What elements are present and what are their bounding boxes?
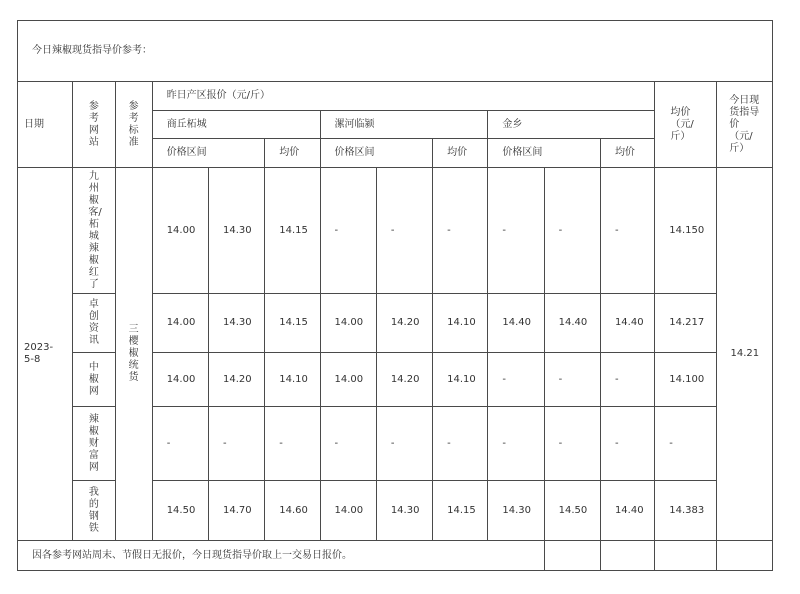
intro-text: 今日辣椒现货指导价参考： — [18, 21, 773, 82]
value-cell: 14.40 — [488, 294, 544, 353]
region-jinxiang: 金乡 — [488, 111, 655, 139]
header-yesterday-price: 昨日产区报价（元/斤） — [152, 82, 655, 111]
footer-empty-cell — [600, 541, 654, 571]
value-cell: 14.00 — [152, 168, 208, 294]
value-cell: - — [320, 168, 376, 294]
avg-cell: 14.383 — [655, 481, 716, 541]
value-cell: 14.60 — [265, 481, 320, 541]
value-cell: 14.00 — [320, 481, 376, 541]
value-cell: - — [376, 407, 432, 481]
value-cell: 14.70 — [208, 481, 264, 541]
price-table — [17, 20, 773, 571]
standard-cell: 三樱椒统货 — [115, 168, 152, 541]
price-range-label: 价格区间 — [152, 139, 265, 168]
value-cell: 14.10 — [433, 294, 488, 353]
site-cell: 九州椒客/柘城辣椒红了 — [73, 168, 115, 294]
value-cell: 14.00 — [320, 294, 376, 353]
site-cell: 卓创资讯 — [73, 294, 115, 353]
value-cell: - — [544, 168, 600, 294]
value-cell: 14.50 — [152, 481, 208, 541]
value-cell: - — [600, 407, 654, 481]
guide-price-cell: 14.21 — [716, 168, 772, 541]
site-cell: 我的钢铁 — [73, 481, 115, 541]
value-cell: 14.40 — [600, 481, 654, 541]
footer-empty-cell — [716, 541, 772, 571]
header-overall-avg: 均价（元/斤） — [655, 82, 716, 168]
value-cell: - — [265, 407, 320, 481]
value-cell: - — [376, 168, 432, 294]
value-cell: - — [600, 168, 654, 294]
value-cell: 14.10 — [433, 353, 488, 407]
value-cell: 14.10 — [265, 353, 320, 407]
avg-cell: - — [655, 407, 716, 481]
header-standard: 参考标准 — [115, 82, 152, 168]
value-cell: 14.00 — [152, 294, 208, 353]
value-cell: 14.40 — [600, 294, 654, 353]
value-cell: 14.20 — [376, 353, 432, 407]
site-cell: 中椒网 — [73, 353, 115, 407]
site-cell: 辣椒财富网 — [73, 407, 115, 481]
footer-empty-cell — [544, 541, 600, 571]
value-cell: - — [208, 407, 264, 481]
value-cell: - — [320, 407, 376, 481]
value-cell: 14.15 — [433, 481, 488, 541]
value-cell: 14.00 — [152, 353, 208, 407]
date-cell: 2023-5-8 — [18, 168, 73, 541]
avg-label: 均价 — [600, 139, 654, 168]
value-cell: - — [600, 353, 654, 407]
table-row — [18, 168, 773, 294]
value-cell: - — [488, 407, 544, 481]
value-cell: 14.30 — [376, 481, 432, 541]
value-cell: 14.20 — [376, 294, 432, 353]
footer-note: 因各参考网站周末、节假日无报价，今日现货指导价取上一交易日报价。 — [18, 541, 545, 571]
avg-label: 均价 — [433, 139, 488, 168]
value-cell: - — [544, 353, 600, 407]
header-site: 参考网站 — [73, 82, 115, 168]
avg-cell: 14.150 — [655, 168, 716, 294]
avg-cell: 14.100 — [655, 353, 716, 407]
price-range-label: 价格区间 — [320, 139, 433, 168]
price-range-label: 价格区间 — [488, 139, 601, 168]
header-guide-price: 今日现货指导价（元/斤） — [716, 82, 772, 168]
value-cell: 14.30 — [208, 294, 264, 353]
value-cell: 14.50 — [544, 481, 600, 541]
value-cell: - — [544, 407, 600, 481]
value-cell: 14.30 — [208, 168, 264, 294]
value-cell: - — [433, 407, 488, 481]
region-luohe: 漯河临颍 — [320, 111, 488, 139]
value-cell: 14.30 — [488, 481, 544, 541]
value-cell: 14.00 — [320, 353, 376, 407]
region-shangqiu: 商丘柘城 — [152, 111, 320, 139]
avg-cell: 14.217 — [655, 294, 716, 353]
footer-empty-cell — [655, 541, 716, 571]
price-table-container — [17, 20, 773, 571]
value-cell: - — [488, 168, 544, 294]
value-cell: 14.15 — [265, 294, 320, 353]
value-cell: - — [433, 168, 488, 294]
header-date: 日期 — [18, 82, 73, 168]
value-cell: - — [488, 353, 544, 407]
value-cell: - — [152, 407, 208, 481]
value-cell: 14.20 — [208, 353, 264, 407]
value-cell: 14.15 — [265, 168, 320, 294]
avg-label: 均价 — [265, 139, 320, 168]
value-cell: 14.40 — [544, 294, 600, 353]
